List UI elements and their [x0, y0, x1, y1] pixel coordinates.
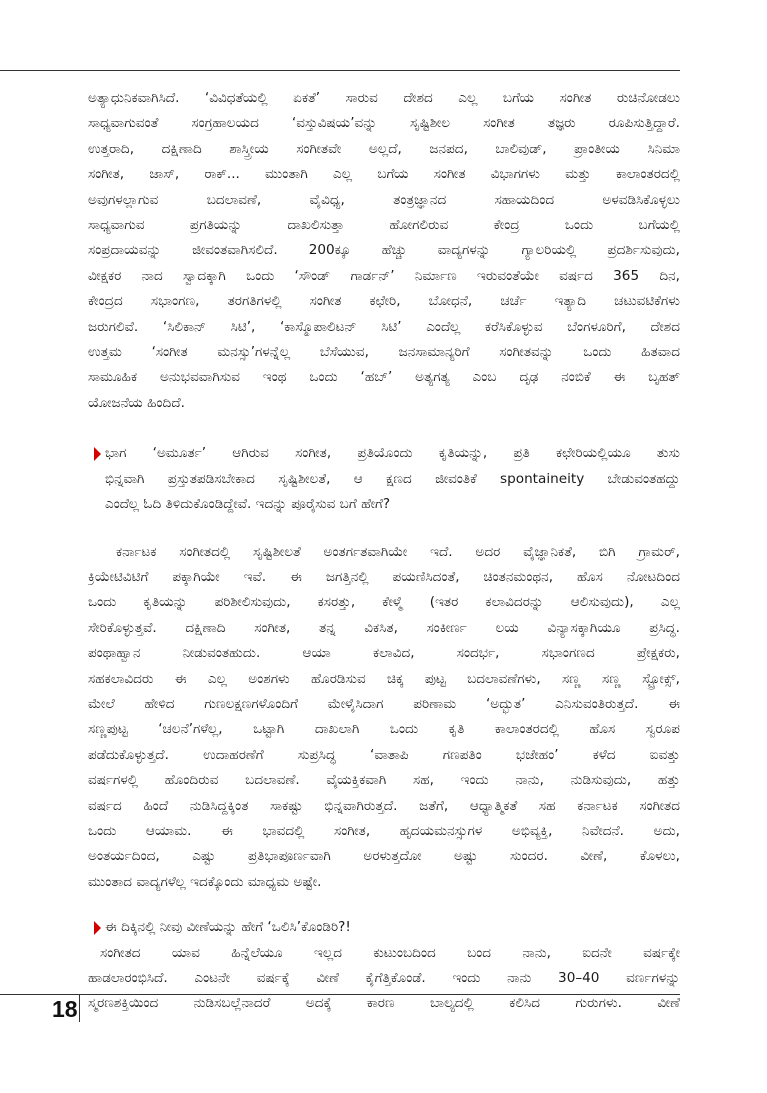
text-line: ಕರ್ನಾಟಕ ಸಂಗೀತದಲ್ಲಿ ಸೃಷ್ಟಿಶೀಲತೆ ಅಂತರ್ಗತವಾಗಿಯೇ ಇದೆ. ಅದರ ವೈಜ್ಞಾನಿಕತೆ, ಬಿಗಿ ಗ್ರಾಮರ್, [116, 543, 680, 560]
text-line: ಉತ್ತರಾದಿ, ದಕ್ಷಿಣಾದಿ ಶಾಸ್ತ್ರೀಯ ಸಂಗೀತವೇ ಅಲ್ಲದೆ, ಜನಪದ, ಬಾಲಿವುಡ್, ಪ್ರಾಂತೀಯ ಸಿನಿಮಾ [88, 140, 680, 157]
paragraph-answer-veena [88, 941, 680, 1017]
text-line: ಸ್ಮರಣಶಕ್ತಿಯಿಂದ ನುಡಿಸಬಲ್ಲೆನಾದರೆ ಅದಕ್ಕೆ ಕಾರಣ ಬಾಲ್ಯದಲ್ಲಿ ಕಲಿಸಿದ ಗುರುಗಳು. ವೀಣೆ [88, 995, 680, 1012]
bottom-rule [0, 994, 680, 995]
question-veena [88, 915, 680, 940]
page-number: 18 [52, 996, 78, 1022]
text-line: ಕೇಂದ್ರದ ಸಭಾಂಗಣ, ತರಗತಿಗಳಲ್ಲಿ ಸಂಗೀತ ಕಛೇರಿ, ಬೋಧನೆ, ಚರ್ಚೆ ಇತ್ಯಾದಿ ಚಟುವಟಿಕೆಗಳು [88, 293, 680, 310]
text-line: ಒಂದು ಆಯಾಮ. ಈ ಭಾವದಲ್ಲಿ ಸಂಗೀತ, ಹೃದಯಮನಸ್ಸುಗಳ ಅಭಿವ್ಯಕ್ತಿ, ನಿವೇದನೆ. ಅದು, [88, 822, 680, 839]
text-line: ಸಂಗೀತದ ಯಾವ ಹಿನ್ನೆಲೆಯೂ ಇಲ್ಲದ ಕುಟುಂಬದಿಂದ ಬಂದ ನಾನು, ಐದನೇ ವರ್ಷಕ್ಕೇ [100, 944, 680, 961]
text-line: ಸೇರಿಕೊಳ್ಳುತ್ತವೆ. ದಕ್ಷಿಣಾದಿ ಸಂಗೀತ, ತನ್ನ ವಿಕಸಿತ, ಸಂಕೀರ್ಣ ಲಯ ವಿನ್ಯಾಸಕ್ಕಾಗಿಯೂ ಪ್ರಸಿದ್ಧ. [88, 619, 680, 636]
paragraph-answer-creativity [88, 540, 680, 896]
text-line: ಮೇಲೆ ಹೇಳಿದ ಗುಣಲಕ್ಷಣಗಳೊಂದಿಗೆ ಮೇಳೈಸಿದಾಗ ಪರಿಣಾಮ ‘ಅದ್ಭುತ’ ಎನಿಸುವಂತಿರುತ್ತದೆ. ಈ [88, 695, 680, 712]
text-line: ಸಾಧ್ಯವಾಗುವಂತೆ ಸಂಗ್ರಹಾಲಯದ ‘ವಸ್ತುವಿಷಯ’ವನ್ನು ಸೃಷ್ಟಿಶೀಲ ಸಂಗೀತ ತಜ್ಞರು ರೂಪಿಸುತ್ತಿದ್ದಾರೆ. [88, 115, 680, 132]
question-text: ಈ ದಿಕ್ಕಿನಲ್ಲಿ ನೀವು ವೀಣೆಯನ್ನು ಹೇಗೆ ‘ಒಲಿಸಿ’ಕೊಂಡಿರಿ?! [105, 919, 351, 936]
text-line: ಸಂಗೀತ, ಜಾಸ್, ರಾಕ್... ಮುಂತಾಗಿ ಎಲ್ಲ ಬಗೆಯ ಸಂಗೀತ ವಿಭಾಗಗಳು ಮತ್ತು ಕಾಲಾಂತರದಲ್ಲಿ [88, 166, 680, 183]
text-line: ಅಂತರ್ಯದಿಂದ, ಎಷ್ಟು ಪ್ರತಿಭಾಪೂರ್ಣವಾಗಿ ಅರಳುತ್ತದೋ ಅಷ್ಟು ಸುಂದರ. ವೀಣೆ, ಕೊಳಲು, [88, 848, 680, 865]
text-line: ಕ್ರಿಯೇಟಿವಿಟಿಗೆ ಪಕ್ಕಾಗಿಯೇ ಇವೆ. ಈ ಜಗತ್ತಿನಲ್ಲಿ ಪಯಣಿಸಿದಂತೆ, ಚಿಂತನಮಂಥನ, ಹೊಸ ನೋಟದಿಂದ [88, 568, 680, 585]
text-line: ಸಾಧ್ಯವಾಗುವ ಪ್ರಗತಿಯನ್ನು ದಾಖಲಿಸುತ್ತಾ ಹೋಗಲಿರುವ ಕೇಂದ್ರ ಒಂದು ಬಗೆಯಲ್ಲಿ [88, 217, 680, 234]
text-line: ಪಡೆದುಕೊಳ್ಳುತ್ತದೆ. ಉದಾಹರಣೆಗೆ ಸುಪ್ರಸಿದ್ಧ ‘ವಾತಾಪಿ ಗಣಪತಿಂ ಭಜೇಹಂ’ ಕಳೆದ ಐವತ್ತು [88, 746, 680, 763]
red-arrow-icon [94, 447, 101, 461]
question-line [88, 441, 680, 466]
text-line: ವೀಕ್ಷಕರ ನಾದ ಸ್ವಾದಕ್ಕಾಗಿ ಒಂದು ‘ಸೌಂಡ್ ಗಾರ್ಡನ್’ ನಿರ್ಮಾಣ ಇರುವಂತೆಯೇ ವರ್ಷದ 365 ದಿನ, [88, 267, 680, 284]
question-text: ಭಾಗ ‘ಅಮೂರ್ತ’ ಆಗಿರುವ ಸಂಗೀತ, ಪ್ರತಿಯೊಂದು ಕೃತಿಯನ್ನು, ಪ್ರತಿ ಕಛೇರಿಯಲ್ಲಿಯೂ ತುಸು [105, 445, 680, 462]
text-line: ಹಾಡಲಾರಂಭಿಸಿದೆ. ಎಂಟನೇ ವರ್ಷಕ್ಕೆ ವೀಣೆ ಕೈಗೆತ್ತಿಕೊಂಡೆ. ಇಂದು ನಾನು 30–40 ವರ್ಣಗಳನ್ನು [88, 970, 680, 986]
article-body [88, 86, 680, 1017]
text-line: ಸಾಮೂಹಿಕ ಅನುಭವವಾಗಿಸುವ ಇಂಥ ಒಂದು ‘ಹಬ್’ ಅತ್ಯಗತ್ಯ ಎಂಬ ದೃಢ ನಂಬಿಕೆ ಈ ಬೃಹತ್ [88, 369, 680, 386]
text-line: ವರ್ಷಗಳಲ್ಲಿ ಹೊಂದಿರುವ ಬದಲಾವಣೆ. ವೈಯಕ್ತಿಕವಾಗಿ ಸಹ, ಇಂದು ನಾನು, ನುಡಿಸುವುದು, ಹತ್ತು [88, 772, 680, 789]
text-line: ಅತ್ಯಾಧುನಿಕವಾಗಿಸಿದೆ. ‘ವಿವಿಧತೆಯಲ್ಲಿ ಏಕತೆ’ ಸಾರುವ ದೇಶದ ಎಲ್ಲ ಬಗೆಯ ಸಂಗೀತ ರುಚಿನೋಡಲು [88, 90, 680, 106]
text-line: ಅವುಗಳಲ್ಲಾಗುವ ಬದಲಾವಣೆ, ವೈವಿಧ್ಯ, ತಂತ್ರಜ್ಞಾನದ ಸಹಾಯದಿಂದ ಅಳವಡಿಸಿಕೊಳ್ಳಲು [88, 191, 680, 208]
text-line: ಯೋಜನೆಯ ಹಿಂದಿದೆ. [88, 394, 185, 411]
text-line: ವರ್ಷದ ಹಿಂದೆ ನುಡಿಸಿದ್ದಕ್ಕಿಂತ ಸಾಕಷ್ಟು ಭಿನ್ನವಾಗಿರುತ್ತದೆ. ಜತೆಗೆ, ಆಧ್ಯಾತ್ಮಿಕತೆ ಸಹ ಕರ್ನಾಟಕ ಸಂಗೀತದ [88, 797, 680, 814]
text-line: ಉತ್ತಮ ‘ಸಂಗೀತ ಮನಸ್ಸು’ಗಳನ್ನೆಲ್ಲ ಬೆಸೆಯುವ, ಜನಸಾಮಾನ್ಯರಿಗೆ ಸಂಗೀತವನ್ನು ಒಂದು ಹಿತವಾದ [88, 344, 680, 361]
text-line: ಮುಂತಾದ ವಾದ್ಯಗಳೆಲ್ಲ ಇದಕ್ಕೊಂದು ಮಾಧ್ಯಮ ಅಷ್ಟೇ. [88, 873, 322, 890]
page-number-divider [79, 994, 80, 1022]
red-arrow-icon [94, 921, 101, 935]
text-line: ಪಂಥಾಹ್ವಾನ ನೀಡುವಂತಹುದು. ಆಯಾ ಕಲಾವಿದ, ಸಂದರ್ಭ, ಸಭಾಂಗಣದ ಪ್ರೇಕ್ಷಕರು, [88, 645, 680, 662]
question-line [88, 915, 680, 940]
question-line: ಎಂದೆಲ್ಲ ಓದಿ ತಿಳಿದುಕೊಂಡಿದ್ದೇವೆ. ಇದನ್ನು ಪೂರೈಸುವ ಬಗೆ ಹೇಗೆ? [105, 496, 391, 513]
question-line: ಭಿನ್ನವಾಗಿ ಪ್ರಸ್ತುತಪಡಿಸಬೇಕಾದ ಸೃಷ್ಟಿಶೀಲತೆ, ಆ ಕ್ಷಣದ ಜೀವಂತಿಕೆ spontaineity ಬೇಡುವಂತಹದ್ದು [105, 470, 680, 487]
question-creativity [88, 441, 680, 517]
text-line: ಸಣ್ಣಪುಟ್ಟ ‘ಚಲನೆ’ಗಳೆಲ್ಲ, ಒಟ್ಟಾಗಿ ದಾಖಲಾಗಿ ಒಂದು ಕೃತಿ ಕಾಲಾಂತರದಲ್ಲಿ ಹೊಸ ಸ್ವರೂಪ [88, 721, 680, 738]
text-line: ಸಹಕಲಾವಿದರು ಈ ಎಲ್ಲ ಅಂಶಗಳು ಹೊರಡಿಸುವ ಚಿಕ್ಕ ಪುಟ್ಟ ಬದಲಾವಣೆಗಳು, ಸಣ್ಣ ಸಣ್ಣ ಸ್ಟ್ರೋಕ್ಸ್, [88, 670, 680, 687]
text-line: ಒಂದು ಕೃತಿಯನ್ನು ಪರಿಶೀಲಿಸುವುದು, ಕಸರತ್ತು, ಕೇಳ್ಮೆ (ಇತರ ಕಲಾವಿದರನ್ನು ಆಲಿಸುವುದು), ಎಲ್ಲ [88, 594, 680, 611]
text-line: ಸಂಪ್ರದಾಯವನ್ನು ಜೀವಂತವಾಗಿಸಲಿದೆ. 200ಕ್ಕೂ ಹೆಚ್ಚು ವಾದ್ಯಗಳನ್ನು ಗ್ಯಾಲರಿಯಲ್ಲಿ ಪ್ರದರ್ಶಿಸುವುದು, [88, 242, 680, 259]
text-line: ಜರುಗಲಿವೆ. ‘ಸಿಲಿಕಾನ್ ಸಿಟಿ’, ‘ಕಾಸ್ಮೊಪಾಲಿಟನ್ ಸಿಟಿ’ ಎಂದೆಲ್ಲ ಕರೆಸಿಕೊಳ್ಳುವ ಬೆಂಗಳೂರಿಗೆ, ದೇಶದ [88, 318, 680, 335]
paragraph-museum [88, 86, 680, 416]
top-rule [0, 70, 680, 71]
